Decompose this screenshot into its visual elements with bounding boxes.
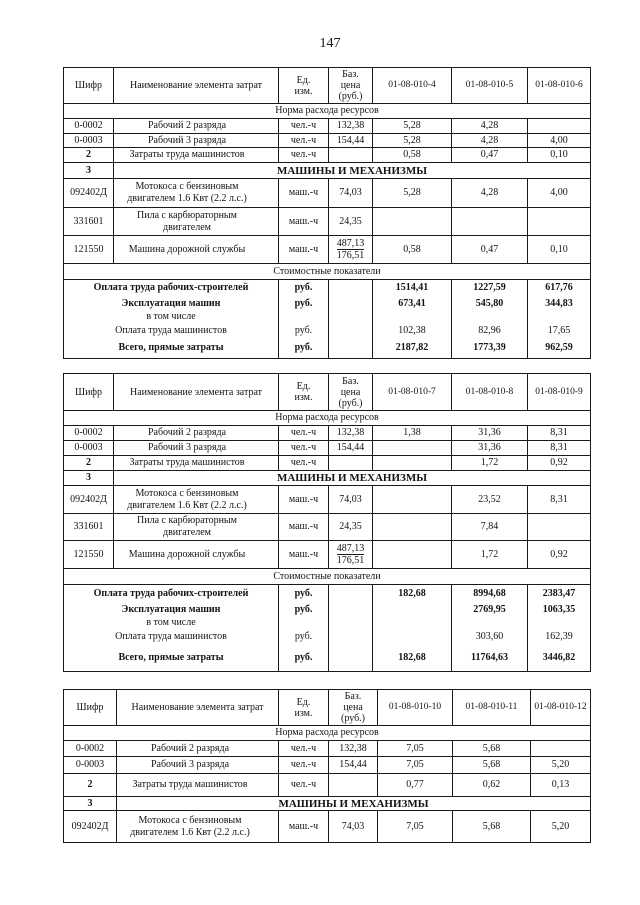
cost-value: 102,38 [373,324,452,339]
header-unit-label: Ед. изм. [294,696,313,719]
section-code: 3 [64,163,114,179]
resource-norm-value: 5,20 [531,811,591,843]
table-body [64,690,591,843]
machinists-labor-row [64,148,591,163]
resource-norm-value: 4,00 [528,179,591,208]
section-name: МАШИНЫ И МЕХАНИЗМЫ [114,163,591,179]
header-column-code: 01-08-010-8 [452,374,528,411]
resource-price: 132,38 [329,426,373,441]
resource-norm-value: 7,05 [378,757,453,774]
header-price [329,690,378,726]
machine-row [64,236,591,264]
resource-norm-value: 7,84 [452,514,528,541]
resource-unit: чел.-ч [279,757,329,774]
header-row [64,374,591,411]
cost-name: Эксплуатация машин [64,603,279,617]
resource-code: 2 [64,456,114,471]
header-column-code: 01-08-010-4 [373,68,452,104]
cost-value: 17,65 [528,324,591,339]
resource-code: 0-0003 [64,757,117,774]
cost-row-including [64,617,591,630]
resource-price [329,541,373,569]
resource-code: 0-0003 [64,441,114,456]
empty-cell [452,311,528,324]
resource-unit: чел.-ч [279,441,329,456]
resource-norm-value: 31,36 [452,426,528,441]
resource-price: 24,35 [329,208,373,236]
resource-norm-value [373,441,452,456]
header-column-code: 01-08-010-11 [453,690,531,726]
resource-norm-value: 5,20 [531,757,591,774]
resource-norm-value: 1,72 [452,541,528,569]
cost-table-3 [63,689,591,843]
resource-norm-value: 7,05 [378,811,453,843]
cost-value: 82,96 [452,324,528,339]
resource-norm-value: 0,10 [528,148,591,163]
cost-name: Оплата труда машинистов [64,324,279,339]
resource-norm-value: 0,58 [373,236,452,264]
resource-name [114,441,279,456]
resource-name-text: Затраты труда машинистов [129,149,245,160]
cost-value [373,603,452,617]
cost-unit: руб. [279,645,329,672]
cost-value: 545,80 [452,297,528,311]
cost-value: 1063,35 [528,603,591,617]
resource-norm-value: 0,47 [452,148,528,163]
resource-unit: маш.-ч [279,179,329,208]
cost-table-2 [63,373,591,672]
cost-label-row [64,264,591,280]
machine-row [64,811,591,843]
resource-code: 0-0002 [64,741,117,757]
resource-name-text: Машина дорожной службы [128,548,246,560]
resource-name [117,757,279,774]
header-row [64,690,591,726]
resource-norm-value: 4,28 [452,179,528,208]
resource-norm-value [373,514,452,541]
header-column-code: 01-08-010-9 [528,374,591,411]
resource-name [114,426,279,441]
cost-table-1 [63,67,591,359]
resource-price: 132,38 [329,741,378,757]
cost-unit: руб. [279,630,329,645]
resource-unit: чел.-ч [279,134,329,148]
resource-code: 331601 [64,514,114,541]
cost-name: Оплата труда машинистов [64,630,279,645]
cost-value: 673,41 [373,297,452,311]
cost-unit: руб. [279,339,329,359]
resource-norm-value: 5,28 [373,179,452,208]
empty-cell [373,617,452,630]
machines-section-row [64,471,591,486]
cost-name: Всего, прямые затраты [64,339,279,359]
price-fraction [332,543,369,567]
price-fraction [332,238,369,262]
resource-price: 154,44 [329,757,378,774]
resource-name-text: Рабочий 2 разряда [147,427,227,438]
resource-code: 121550 [64,541,114,569]
page-number: 147 [319,36,341,51]
resource-norm-value: 4,28 [452,134,528,148]
resource-norm-value: 5,68 [453,741,531,757]
price-secondary: 176,51 [336,554,365,566]
price-secondary: 176,51 [336,249,365,261]
cost-value: 617,76 [528,280,591,297]
resource-norm-value: 0,92 [528,541,591,569]
resource-unit: чел.-ч [279,119,329,134]
cost-value: 2187,82 [373,339,452,359]
resource-norm-value [373,486,452,514]
resource-code: 092402Д [64,486,114,514]
cost-value: 2769,95 [452,603,528,617]
worker-row [64,757,591,774]
resource-code: 331601 [64,208,114,236]
section-name: МАШИНЫ И МЕХАНИЗМЫ [114,471,591,486]
resource-price: 132,38 [329,119,373,134]
resource-norm-value: 7,05 [378,741,453,757]
section-code: 3 [64,471,114,486]
section-code: 3 [64,797,117,811]
empty-cell [329,324,373,339]
resource-unit: чел.-ч [279,741,329,757]
cost-name: в том числе [64,617,279,630]
empty-cell [329,339,373,359]
resource-name-text: Рабочий 2 разряда [147,120,227,131]
machine-row [64,179,591,208]
price-primary: 487,13 [336,237,365,249]
norm-label-row [64,411,591,426]
header-name: Наименование элемента затрат [114,68,279,104]
resource-norm-value: 0,58 [373,148,452,163]
price-primary: 487,13 [336,542,365,554]
cost-name: Эксплуатация машин [64,297,279,311]
resource-norm-value: 8,31 [528,486,591,514]
resource-unit: чел.-ч [279,426,329,441]
machine-row [64,541,591,569]
cost-unit: руб. [279,297,329,311]
resource-name-text: Рабочий 3 разряда [147,134,227,146]
header-name: Наименование элемента затрат [114,374,279,411]
cost-row-workers-pay [64,585,591,603]
norm-label: Норма расхода ресурсов [64,411,591,426]
cost-value: 1773,39 [452,339,528,359]
header-unit-label: Ед. изм. [294,74,313,97]
machines-section-row [64,163,591,179]
cost-value: 2383,47 [528,585,591,603]
cost-name: Оплата труда рабочих-строителей [64,280,279,297]
cost-row-machinists-pay [64,630,591,645]
header-unit-label: Ед. изм. [294,381,313,403]
resource-norm-value: 8,31 [528,441,591,456]
cost-value: 8994,68 [452,585,528,603]
cost-unit: руб. [279,585,329,603]
resource-norm-value: 5,28 [373,134,452,148]
resource-unit: чел.-ч [279,148,329,163]
empty-cell [329,585,373,603]
resource-price: 154,44 [329,441,373,456]
resource-name [114,456,279,471]
cost-row-total [64,645,591,672]
header-unit [279,374,329,411]
header-unit [279,690,329,726]
resource-name-text: Рабочий 3 разряда [150,759,230,770]
resource-norm-value [528,208,591,236]
cost-value: 182,68 [373,585,452,603]
empty-cell [279,617,329,630]
resource-norm-value: 23,52 [452,486,528,514]
resource-name-text: Затраты труда машинистов [129,457,245,468]
cost-value: 11764,63 [452,645,528,672]
header-price [329,374,373,411]
resource-norm-value [373,541,452,569]
resource-code: 092402Д [64,811,117,843]
resource-norm-value: 0,10 [528,236,591,264]
machine-row [64,208,591,236]
resource-norm-value: 8,31 [528,426,591,441]
empty-cell [329,603,373,617]
header-column-code: 01-08-010-7 [373,374,452,411]
resource-price [329,774,378,797]
header-code: Шифр [64,68,114,104]
resource-name-text: Мотокоса с бензиновым двигателем 1.6 Квт (2.2 л.с.) [127,487,247,511]
empty-cell [329,297,373,311]
resource-unit: маш.-ч [279,486,329,514]
resource-name [117,741,279,757]
header-price-label: Баз. цена (руб.) [341,691,365,724]
resource-name [114,514,279,541]
resource-name-text: Мотокоса с бензиновым двигателем 1.6 Квт (2.2 л.с.) [130,814,250,838]
cost-label: Стоимостные показатели [64,264,591,280]
resource-unit: маш.-ч [279,514,329,541]
resource-name [114,119,279,134]
resource-norm-value: 0,47 [452,236,528,264]
cost-value: 3446,82 [528,645,591,672]
header-price-label: Баз. цена (руб.) [338,69,363,102]
table-body [64,374,591,672]
empty-cell [279,311,329,324]
empty-cell [373,311,452,324]
worker-row [64,441,591,456]
empty-cell [528,617,591,630]
norm-label: Норма расхода ресурсов [64,726,591,741]
header-code: Шифр [64,690,117,726]
cost-value [373,630,452,645]
cost-label-row [64,569,591,585]
cost-unit: руб. [279,280,329,297]
cost-value: 162,39 [528,630,591,645]
worker-row [64,741,591,757]
resource-norm-value: 5,28 [373,119,452,134]
resource-norm-value: 1,72 [452,456,528,471]
resource-name-text: Машина дорожной службы [128,243,246,255]
header-name: Наименование элемента затрат [117,690,279,726]
header-column-code: 01-08-010-5 [452,68,528,104]
cost-row-machine-operation [64,603,591,617]
resource-code: 0-0003 [64,134,114,148]
resource-name [114,236,279,264]
empty-cell [329,311,373,324]
resource-name [114,148,279,163]
empty-cell [329,630,373,645]
header-unit [279,68,329,104]
machine-row [64,514,591,541]
header-price-label: Баз. цена (руб.) [338,375,363,409]
cost-unit: руб. [279,603,329,617]
norm-label-row [64,726,591,741]
resource-norm-value [528,119,591,134]
header-column-code: 01-08-010-6 [528,68,591,104]
header-price [329,68,373,104]
cost-value: 344,83 [528,297,591,311]
cost-value: 182,68 [373,645,452,672]
resource-name [114,541,279,569]
worker-row [64,119,591,134]
header-column-code: 01-08-010-12 [531,690,591,726]
resource-price [329,236,373,264]
worker-row [64,426,591,441]
header-code: Шифр [64,374,114,411]
cost-value: 303,60 [452,630,528,645]
resource-name [114,179,279,208]
cost-value: 1227,59 [452,280,528,297]
empty-cell [329,645,373,672]
resource-norm-value: 4,28 [452,119,528,134]
resource-unit: маш.-ч [279,541,329,569]
cost-row-including [64,311,591,324]
empty-cell [528,311,591,324]
resource-name-text: Рабочий 3 разряда [147,442,227,453]
resource-code: 121550 [64,236,114,264]
cost-unit: руб. [279,324,329,339]
resource-code: 2 [64,774,117,797]
resource-norm-value: 5,68 [453,757,531,774]
header-column-code: 01-08-010-10 [378,690,453,726]
cost-value: 1514,41 [373,280,452,297]
norm-label: Норма расхода ресурсов [64,104,591,119]
section-name: МАШИНЫ И МЕХАНИЗМЫ [117,797,591,811]
resource-code: 0-0002 [64,119,114,134]
empty-cell [329,280,373,297]
resource-price [329,456,373,471]
resource-code: 0-0002 [64,426,114,441]
machine-row [64,486,591,514]
cost-row-machine-operation [64,297,591,311]
table-body [64,68,591,359]
empty-cell [329,617,373,630]
resource-norm-value: 31,36 [452,441,528,456]
resource-price: 24,35 [329,514,373,541]
cost-name: в том числе [64,311,279,324]
resource-unit: чел.-ч [279,456,329,471]
machinists-labor-row [64,774,591,797]
resource-price: 74,03 [329,811,378,843]
resource-norm-value: 0,92 [528,456,591,471]
resource-unit: маш.-ч [279,236,329,264]
resource-code: 092402Д [64,179,114,208]
resource-norm-value: 4,00 [528,134,591,148]
resource-name [117,811,279,843]
resource-price [329,148,373,163]
empty-cell [452,617,528,630]
resource-name-text: Мотокоса с бензиновым двигателем 1.6 Квт (2.2 л.с.) [127,181,247,204]
resource-price: 74,03 [329,486,373,514]
resource-norm-value [373,208,452,236]
resource-name-text: Затраты труда машинистов [132,779,248,790]
resource-price: 74,03 [329,179,373,208]
cost-name: Оплата труда рабочих-строителей [64,585,279,603]
resource-price: 154,44 [329,134,373,148]
resource-norm-value: 0,77 [378,774,453,797]
resource-name [114,486,279,514]
machinists-labor-row [64,456,591,471]
resource-norm-value [528,514,591,541]
resource-code: 2 [64,148,114,163]
resource-name [114,208,279,236]
resource-norm-value [531,741,591,757]
cost-name: Всего, прямые затраты [64,645,279,672]
resource-norm-value: 0,13 [531,774,591,797]
resource-unit: чел.-ч [279,774,329,797]
worker-row [64,134,591,148]
cost-label: Стоимостные показатели [64,569,591,585]
cost-value: 962,59 [528,339,591,359]
resource-name-text: Рабочий 2 разряда [150,742,230,754]
header-row [64,68,591,104]
cost-row-machinists-pay [64,324,591,339]
resource-unit: маш.-ч [279,811,329,843]
resource-name-text: Пила с карбюраторным двигателем [137,515,237,538]
norm-label-row [64,104,591,119]
resource-norm-value: 0,62 [453,774,531,797]
resource-unit: маш.-ч [279,208,329,236]
resource-norm-value: 1,38 [373,426,452,441]
resource-norm-value: 5,68 [453,811,531,843]
resource-name [114,134,279,148]
machines-section-row [64,797,591,811]
resource-name-text: Пила с карбюраторным двигателем [137,209,237,233]
cost-row-total [64,339,591,359]
resource-norm-value [452,208,528,236]
resource-norm-value [373,456,452,471]
cost-row-workers-pay [64,280,591,297]
resource-name [117,774,279,797]
